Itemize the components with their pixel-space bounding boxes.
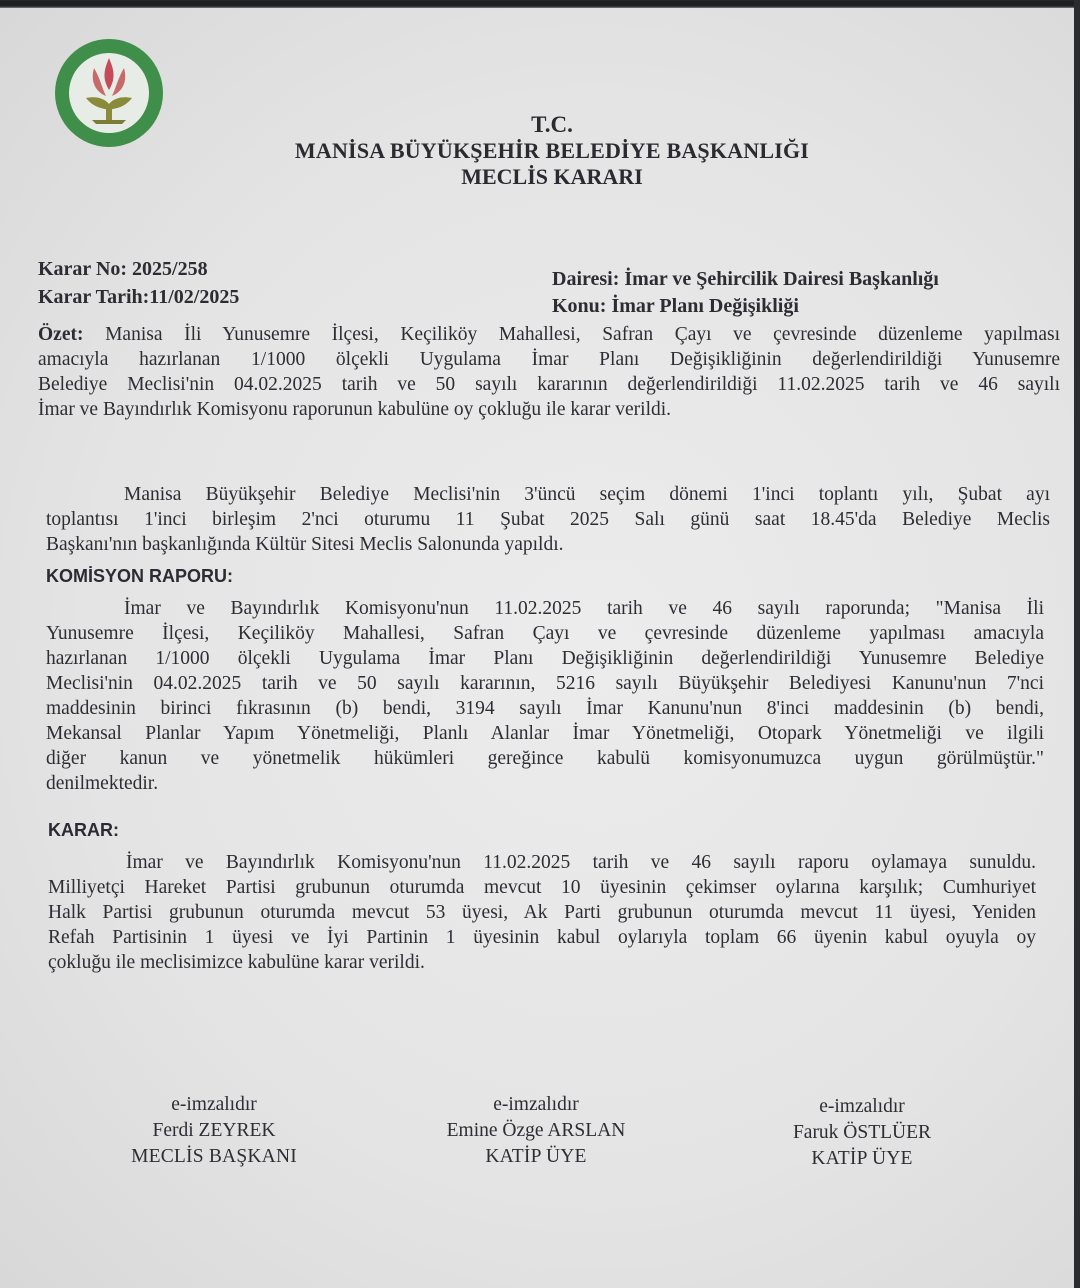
komisyon-line: Mekansal Planlar Yapım Yönetmeliği, Planlı Alanlar İmar Yönetmeliği, Otopark Yönetmeliği ve ilgili [46, 723, 1044, 744]
screen-edge [1074, 0, 1080, 1288]
karar-line: Halk Partisi grubunun oturumda mevcut 53 üyesi, Ak Parti grubunun oturumda mevcut 11 üyesi, Yeniden [48, 902, 1036, 923]
signature-status: e-imzalıdır [819, 1096, 905, 1117]
signature-block [84, 1092, 344, 1170]
intro-line: toplantısı 1'inci birleşim 2'nci oturumu 11 Şubat 2025 Salı günü saat 18.45'da Belediye Meclis [46, 509, 1050, 530]
ozet-line: Belediye Meclisi'nin 04.02.2025 tarih ve 50 sayılı kararının değerlendirildiği 11.02.2025 tarih ve 46 sayılı [38, 374, 1060, 395]
komisyon-heading: KOMİSYON RAPORU: [46, 566, 234, 586]
signature-role: KATİP ÜYE [811, 1148, 913, 1169]
signature-role: KATİP ÜYE [485, 1146, 587, 1167]
karar-tarih: Karar Tarih:11/02/2025 [38, 286, 240, 308]
signature-name: Emine Özge ARSLAN [446, 1120, 626, 1141]
dairesi: Dairesi: İmar ve Şehircilik Dairesi Başkanlığı [552, 268, 939, 290]
signature-status: e-imzalıdır [171, 1094, 257, 1115]
konu: Konu: İmar Planı Değişikliği [552, 295, 799, 317]
signature-role: MECLİS BAŞKANI [131, 1146, 297, 1167]
signature-name: Faruk ÖSTLÜER [792, 1122, 932, 1143]
komisyon-line: hazırlanan 1/1000 ölçekli Uygulama İmar Planı Değişikliğinin değerlendirildiği Yunusemre Belediye [46, 648, 1044, 669]
karar-line: İmar ve Bayındırlık Komisyonu'nun 11.02.2025 tarih ve 46 sayılı raporu oylamaya sunuldu. [126, 852, 1036, 873]
karar-heading: KARAR: [48, 820, 119, 840]
komisyon-line: Meclisi'nin 04.02.2025 tarih ve 50 sayılı kararının, 5216 sayılı Büyükşehir Belediyesi Kanunu'nun 7'nci [46, 673, 1044, 694]
komisyon-line: maddesinin birinci fıkrasının (b) bendi, 3194 sayılı İmar Kanunu'nun 8'inci maddesinin (b) bendi, [46, 698, 1044, 719]
signature-block [732, 1094, 992, 1172]
header-doc-type: MECLİS KARARI [461, 164, 643, 189]
komisyon-line: diğer kanun ve yönetmelik hükümleri gereğince kabulü komisyonumuzca uygun görülmüştür." [46, 748, 1044, 769]
karar-line: Refah Partisinin 1 üyesi ve İyi Partinin 1 üyesinin kabul oylarıyla toplam 66 üyenin kabul oyuyla oy [48, 927, 1036, 948]
signature-status: e-imzalıdır [493, 1094, 579, 1115]
karar-block [48, 850, 1036, 975]
ozet-line: İmar ve Bayındırlık Komisyonu raporunun kabulüne oy çokluğu ile karar verildi. [38, 399, 672, 420]
signature-block [406, 1092, 666, 1170]
karar-no: Karar No: 2025/258 [38, 258, 208, 280]
komisyon-block [46, 596, 1044, 796]
ozet-line: Özet: Manisa İli Yunusemre İlçesi, Keçiliköy Mahallesi, Safran Çayı ve çevresinde düzenleme yapılması [38, 324, 1060, 345]
intro-line: Başkanı'nın başkanlığında Kültür Sitesi Meclis Salonunda yapıldı. [46, 534, 564, 555]
ozet-label: Özet: [38, 324, 84, 345]
header-tc: T.C. [531, 112, 573, 137]
ozet-line: amacıyla hazırlanan 1/1000 ölçekli Uygulama İmar Planı Değişikliğinin değerlendirildiği Yunusemre [38, 349, 1060, 370]
ozet-block [38, 322, 1060, 422]
komisyon-line: Yunusemre İlçesi, Keçiliköy Mahallesi, Safran Çayı ve çevresinde düzenleme yapılması amacıyla [46, 623, 1044, 644]
signature-name: Ferdi ZEYREK [152, 1120, 276, 1141]
intro-block [46, 482, 1050, 557]
karar-line: çokluğu ile meclisimizce kabulüne karar verildi. [48, 952, 425, 973]
komisyon-line: denilmektedir. [46, 773, 159, 794]
intro-line: Manisa Büyükşehir Belediye Meclisi'nin 3'üncü seçim dönemi 1'inci toplantı yılı, Şubat ayı [124, 484, 1050, 505]
header-institution: MANİSA BÜYÜKŞEHİR BELEDİYE BAŞKANLIĞI [294, 138, 810, 163]
komisyon-line: İmar ve Bayındırlık Komisyonu'nun 11.02.2025 tarih ve 46 sayılı raporunda; "Manisa İli [124, 598, 1044, 619]
karar-line: Milliyetçi Hareket Partisi grubunun oturumda mevcut 10 üyesinin çekimser oylarına karşılık; Cumhuriyet [48, 877, 1036, 898]
